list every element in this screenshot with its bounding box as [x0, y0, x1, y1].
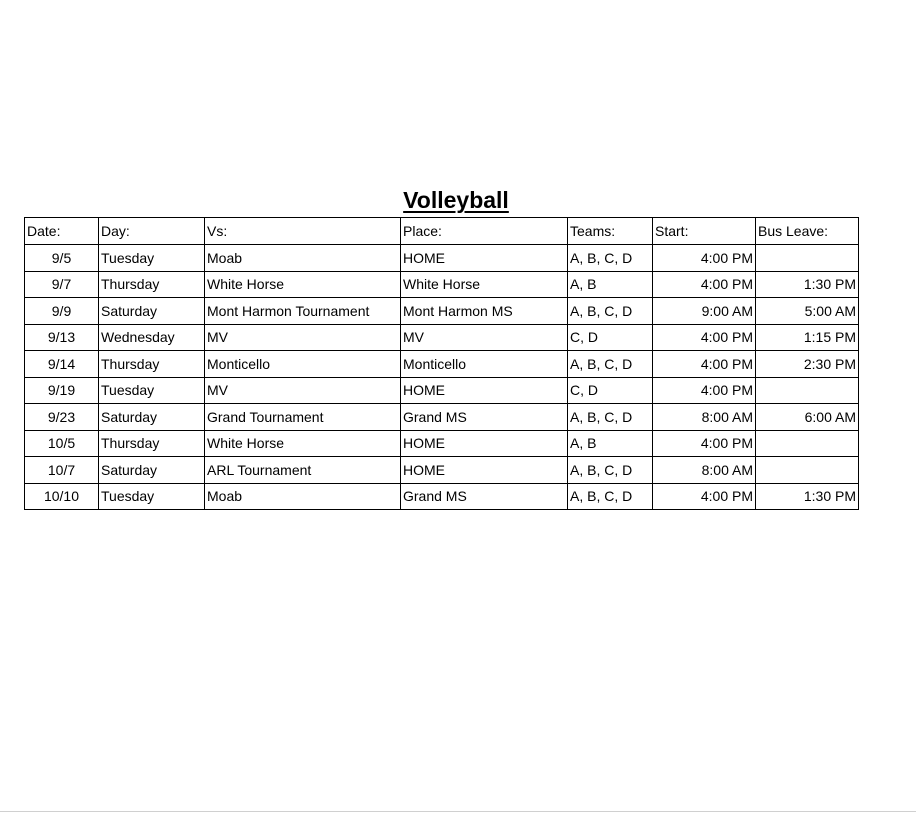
- start-time-cell: 4:00 PM: [653, 351, 756, 378]
- date-cell: 9/9: [25, 298, 99, 325]
- opponent-cell: Mont Harmon Tournament: [205, 298, 401, 325]
- teams-cell: C, D: [568, 377, 653, 404]
- table-row: [25, 298, 859, 325]
- table-row: [25, 351, 859, 378]
- date-cell: 9/13: [25, 324, 99, 351]
- opponent-cell: Grand Tournament: [205, 404, 401, 431]
- teams-cell: A, B, C, D: [568, 351, 653, 378]
- day-cell: Tuesday: [99, 483, 205, 510]
- day-cell: Tuesday: [99, 245, 205, 272]
- header-date: Date:: [25, 218, 99, 245]
- date-cell: 9/5: [25, 245, 99, 272]
- place-cell: White Horse: [401, 271, 568, 298]
- opponent-cell: MV: [205, 324, 401, 351]
- teams-cell: A, B, C, D: [568, 298, 653, 325]
- table-body: [25, 245, 859, 510]
- day-cell: Tuesday: [99, 377, 205, 404]
- opponent-cell: MV: [205, 377, 401, 404]
- table-row: [25, 324, 859, 351]
- schedule-table: [24, 217, 859, 510]
- date-cell: 10/10: [25, 483, 99, 510]
- bus-leave-cell: 1:15 PM: [756, 324, 859, 351]
- start-time-cell: 9:00 AM: [653, 298, 756, 325]
- date-cell: 9/23: [25, 404, 99, 431]
- header-start: Start:: [653, 218, 756, 245]
- table-row: [25, 457, 859, 484]
- start-time-cell: 4:00 PM: [653, 271, 756, 298]
- start-time-cell: 4:00 PM: [653, 324, 756, 351]
- teams-cell: A, B, C, D: [568, 457, 653, 484]
- place-cell: Mont Harmon MS: [401, 298, 568, 325]
- date-cell: 9/19: [25, 377, 99, 404]
- bus-leave-cell: 5:00 AM: [756, 298, 859, 325]
- day-cell: Saturday: [99, 298, 205, 325]
- header-place: Place:: [401, 218, 568, 245]
- start-time-cell: 4:00 PM: [653, 377, 756, 404]
- place-cell: HOME: [401, 245, 568, 272]
- start-time-cell: 8:00 AM: [653, 457, 756, 484]
- table-row: [25, 377, 859, 404]
- table-row: [25, 430, 859, 457]
- bus-leave-cell: [756, 245, 859, 272]
- place-cell: Grand MS: [401, 404, 568, 431]
- bus-leave-cell: [756, 430, 859, 457]
- date-cell: 9/14: [25, 351, 99, 378]
- bus-leave-cell: 1:30 PM: [756, 271, 859, 298]
- table-header-row: [25, 218, 859, 245]
- table-row: [25, 404, 859, 431]
- teams-cell: C, D: [568, 324, 653, 351]
- place-cell: Monticello: [401, 351, 568, 378]
- day-cell: Thursday: [99, 271, 205, 298]
- table-row: [25, 271, 859, 298]
- teams-cell: A, B: [568, 430, 653, 457]
- opponent-cell: White Horse: [205, 271, 401, 298]
- bus-leave-cell: [756, 457, 859, 484]
- day-cell: Saturday: [99, 404, 205, 431]
- opponent-cell: ARL Tournament: [205, 457, 401, 484]
- day-cell: Wednesday: [99, 324, 205, 351]
- header-vs: Vs:: [205, 218, 401, 245]
- bus-leave-cell: 6:00 AM: [756, 404, 859, 431]
- bus-leave-cell: 1:30 PM: [756, 483, 859, 510]
- opponent-cell: Monticello: [205, 351, 401, 378]
- table-row: [25, 245, 859, 272]
- day-cell: Thursday: [99, 351, 205, 378]
- table-row: [25, 483, 859, 510]
- place-cell: HOME: [401, 377, 568, 404]
- day-cell: Saturday: [99, 457, 205, 484]
- opponent-cell: Moab: [205, 483, 401, 510]
- teams-cell: A, B, C, D: [568, 404, 653, 431]
- teams-cell: A, B, C, D: [568, 483, 653, 510]
- header-day: Day:: [99, 218, 205, 245]
- place-cell: HOME: [401, 430, 568, 457]
- date-cell: 9/7: [25, 271, 99, 298]
- header-bus-leave: Bus Leave:: [756, 218, 859, 245]
- start-time-cell: 8:00 AM: [653, 404, 756, 431]
- start-time-cell: 4:00 PM: [653, 483, 756, 510]
- page-divider: [0, 811, 916, 812]
- bus-leave-cell: 2:30 PM: [756, 351, 859, 378]
- start-time-cell: 4:00 PM: [653, 245, 756, 272]
- bus-leave-cell: [756, 377, 859, 404]
- page-title: Volleyball: [403, 187, 509, 213]
- place-cell: HOME: [401, 457, 568, 484]
- start-time-cell: 4:00 PM: [653, 430, 756, 457]
- teams-cell: A, B, C, D: [568, 245, 653, 272]
- teams-cell: A, B: [568, 271, 653, 298]
- date-cell: 10/5: [25, 430, 99, 457]
- day-cell: Thursday: [99, 430, 205, 457]
- place-cell: Grand MS: [401, 483, 568, 510]
- place-cell: MV: [401, 324, 568, 351]
- opponent-cell: White Horse: [205, 430, 401, 457]
- header-teams: Teams:: [568, 218, 653, 245]
- date-cell: 10/7: [25, 457, 99, 484]
- opponent-cell: Moab: [205, 245, 401, 272]
